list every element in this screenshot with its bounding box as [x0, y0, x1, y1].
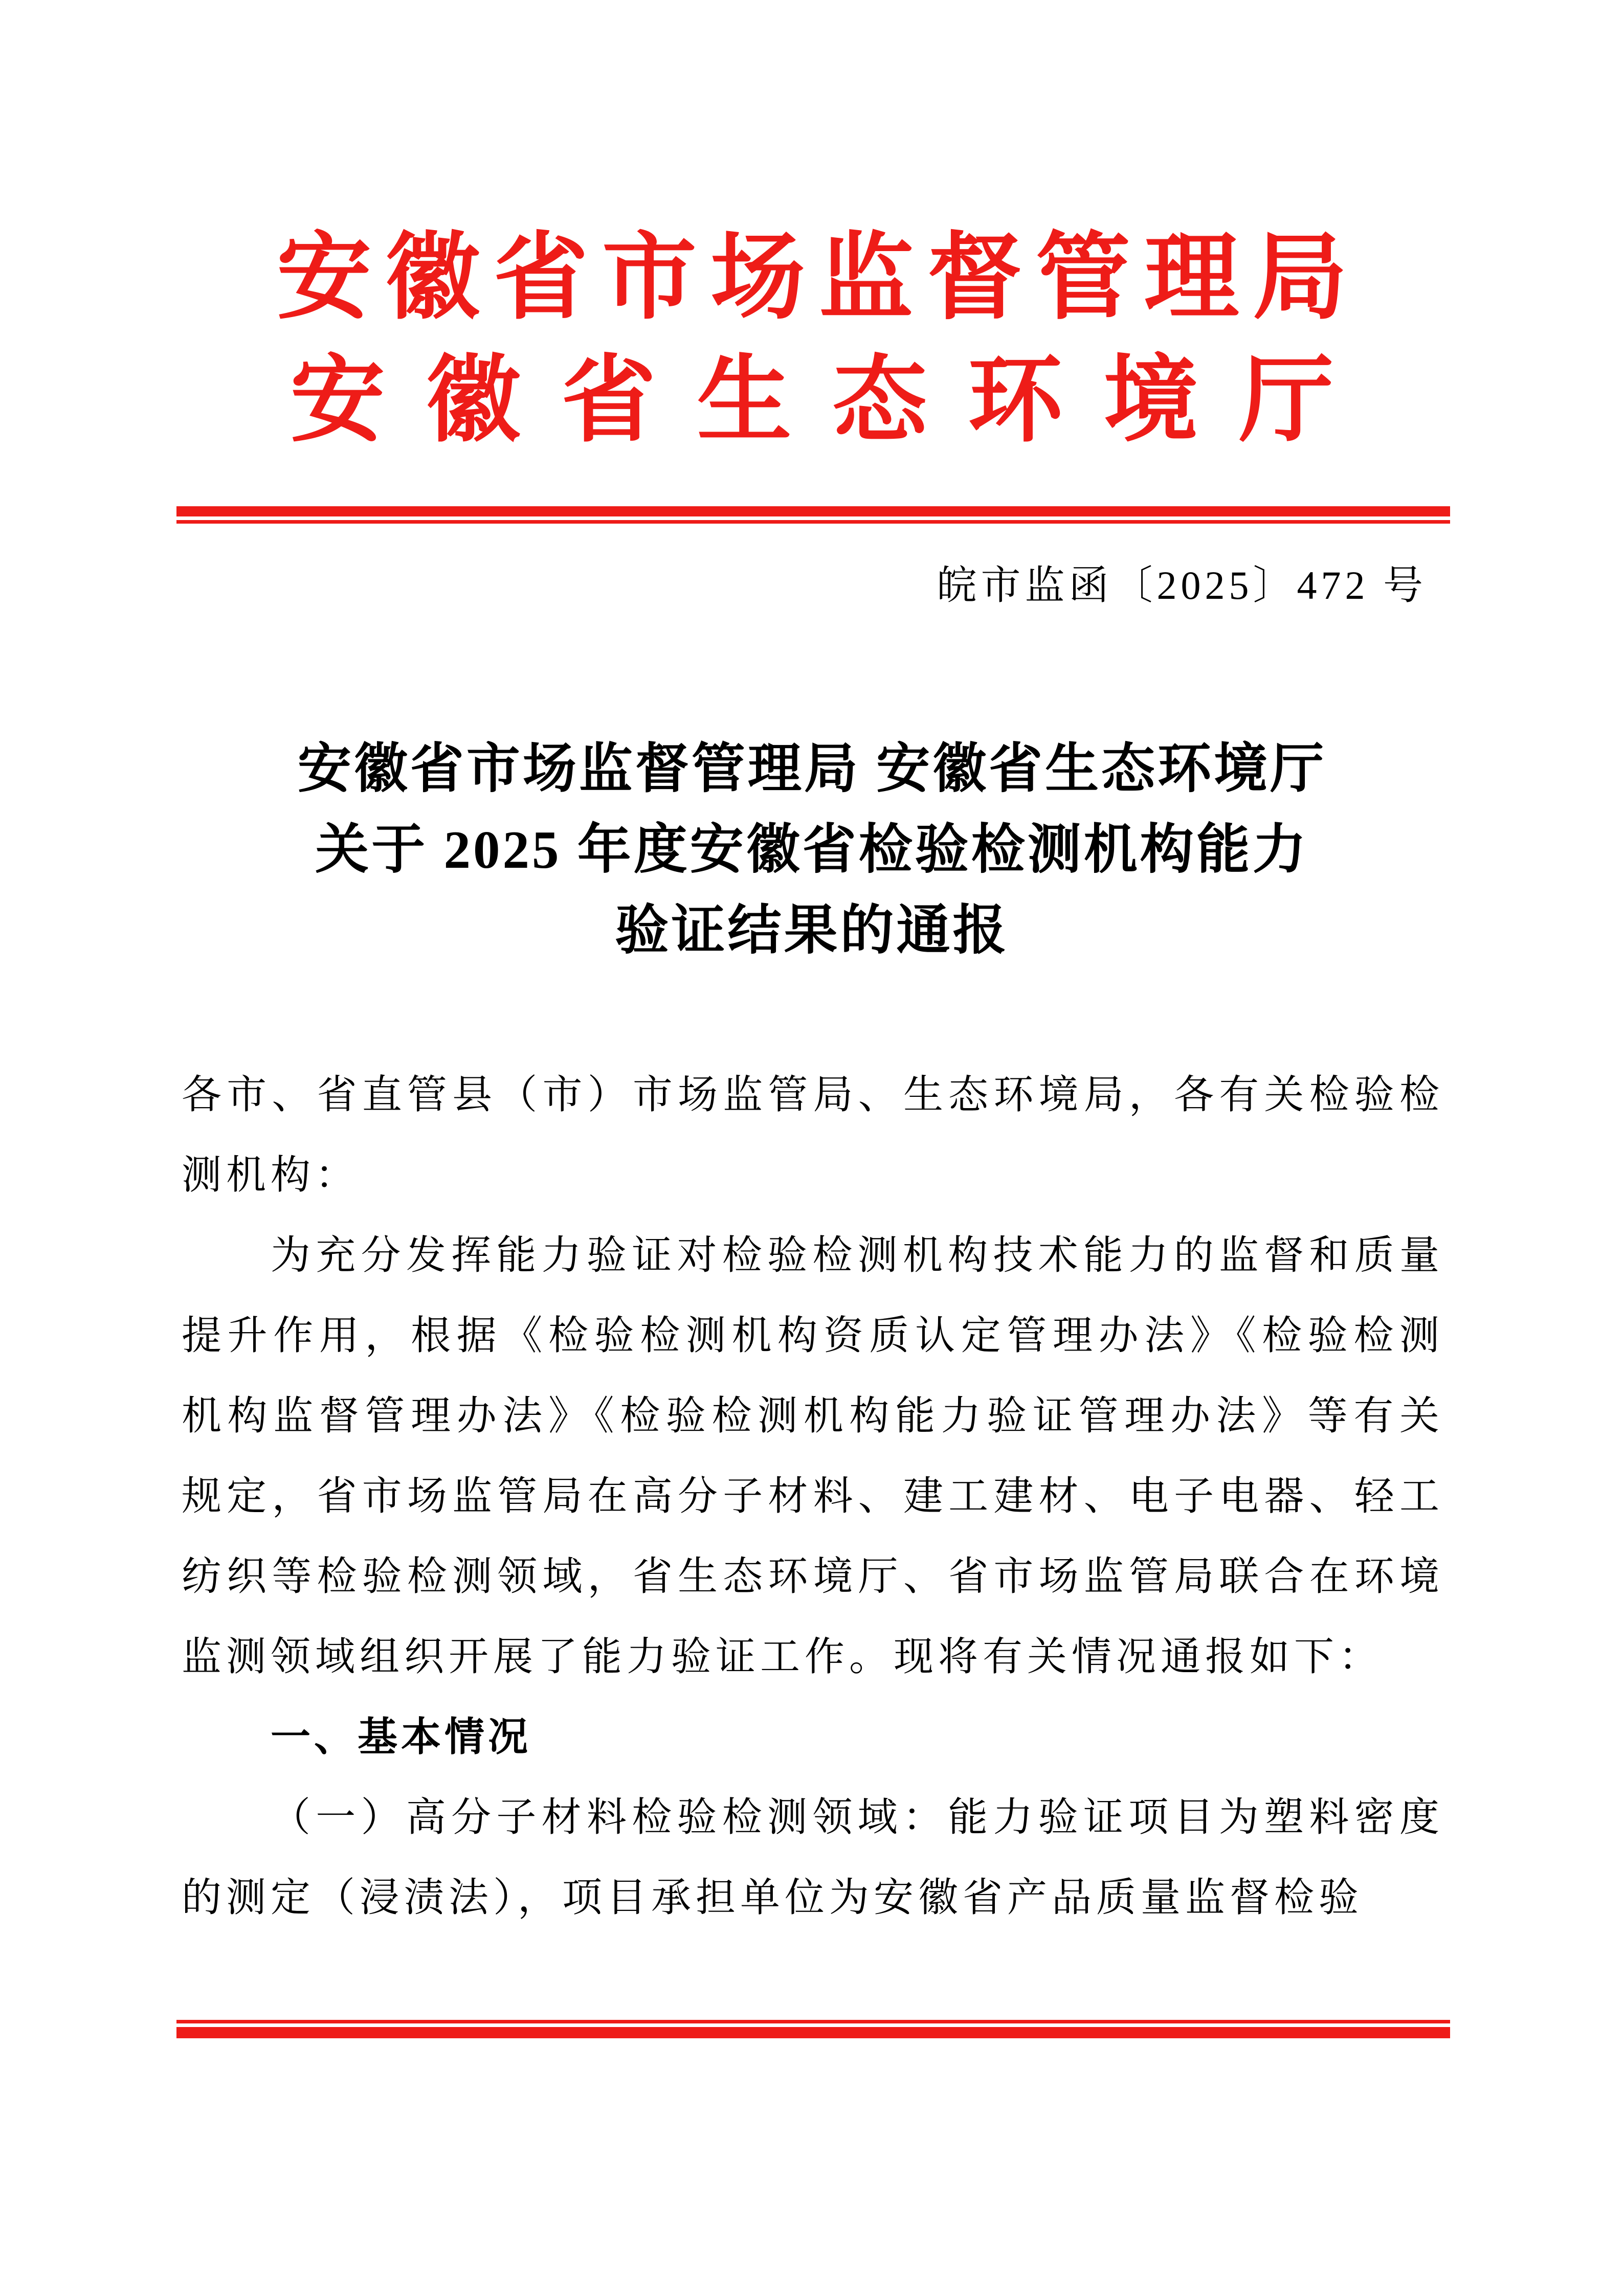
footer-rule-thin-bar — [176, 2020, 1450, 2023]
header-rule-thick-bar — [176, 506, 1450, 516]
letterhead-agency-line2: 安徽省生态环境厅 — [290, 349, 1375, 454]
header-rule-thin-bar — [176, 520, 1450, 524]
document-title-line-3: 验证结果的通报 — [615, 901, 1009, 960]
document-number: 皖市监函〔2025〕472 号 — [937, 563, 1427, 607]
document-title — [0, 729, 1624, 971]
footer-double-rule — [176, 2020, 1450, 2038]
document-title-line-2: 关于 2025 年度安徽省检验检测机构能力 — [315, 820, 1309, 880]
body-paragraph-polymer-field: （一）高分子材料检验检测领域：能力验证项目为塑料密度的测定（浸渍法），项目承担单位为安徽省产品质量监督检验 — [182, 1795, 1444, 1920]
letterhead-agency-line1: 安徽省市场监督管理局 — [277, 226, 1361, 331]
salutation-paragraph: 各市、省直管县（市）市场监管局、生态环境局，各有关检验检测机构： — [182, 1072, 1444, 1197]
section-heading-basic-info: 一、基本情况 — [271, 1714, 532, 1759]
footer-rule-thick-bar — [176, 2027, 1450, 2038]
document-title-line-1: 安徽省市场监督管理局 安徽省生态环境厅 — [297, 739, 1327, 799]
document-body — [182, 1054, 1444, 1938]
body-paragraph-intro: 为充分发挥能力验证对检验检测机构技术能力的监督和质量提升作用，根据《检验检测机构资质认定管理办法》《检验检测机构监督管理办法》《检验检测机构能力验证管理办法》等有关规定，省市场监管局在高分子材料、建工建材、电子电器、轻工纺织等检验检测领域，省生态环境厅、省市场监管局联合在环境监测领域组织开展了能力验证工作。现将有关情况通报如下： — [182, 1233, 1444, 1679]
header-double-rule — [176, 506, 1450, 524]
